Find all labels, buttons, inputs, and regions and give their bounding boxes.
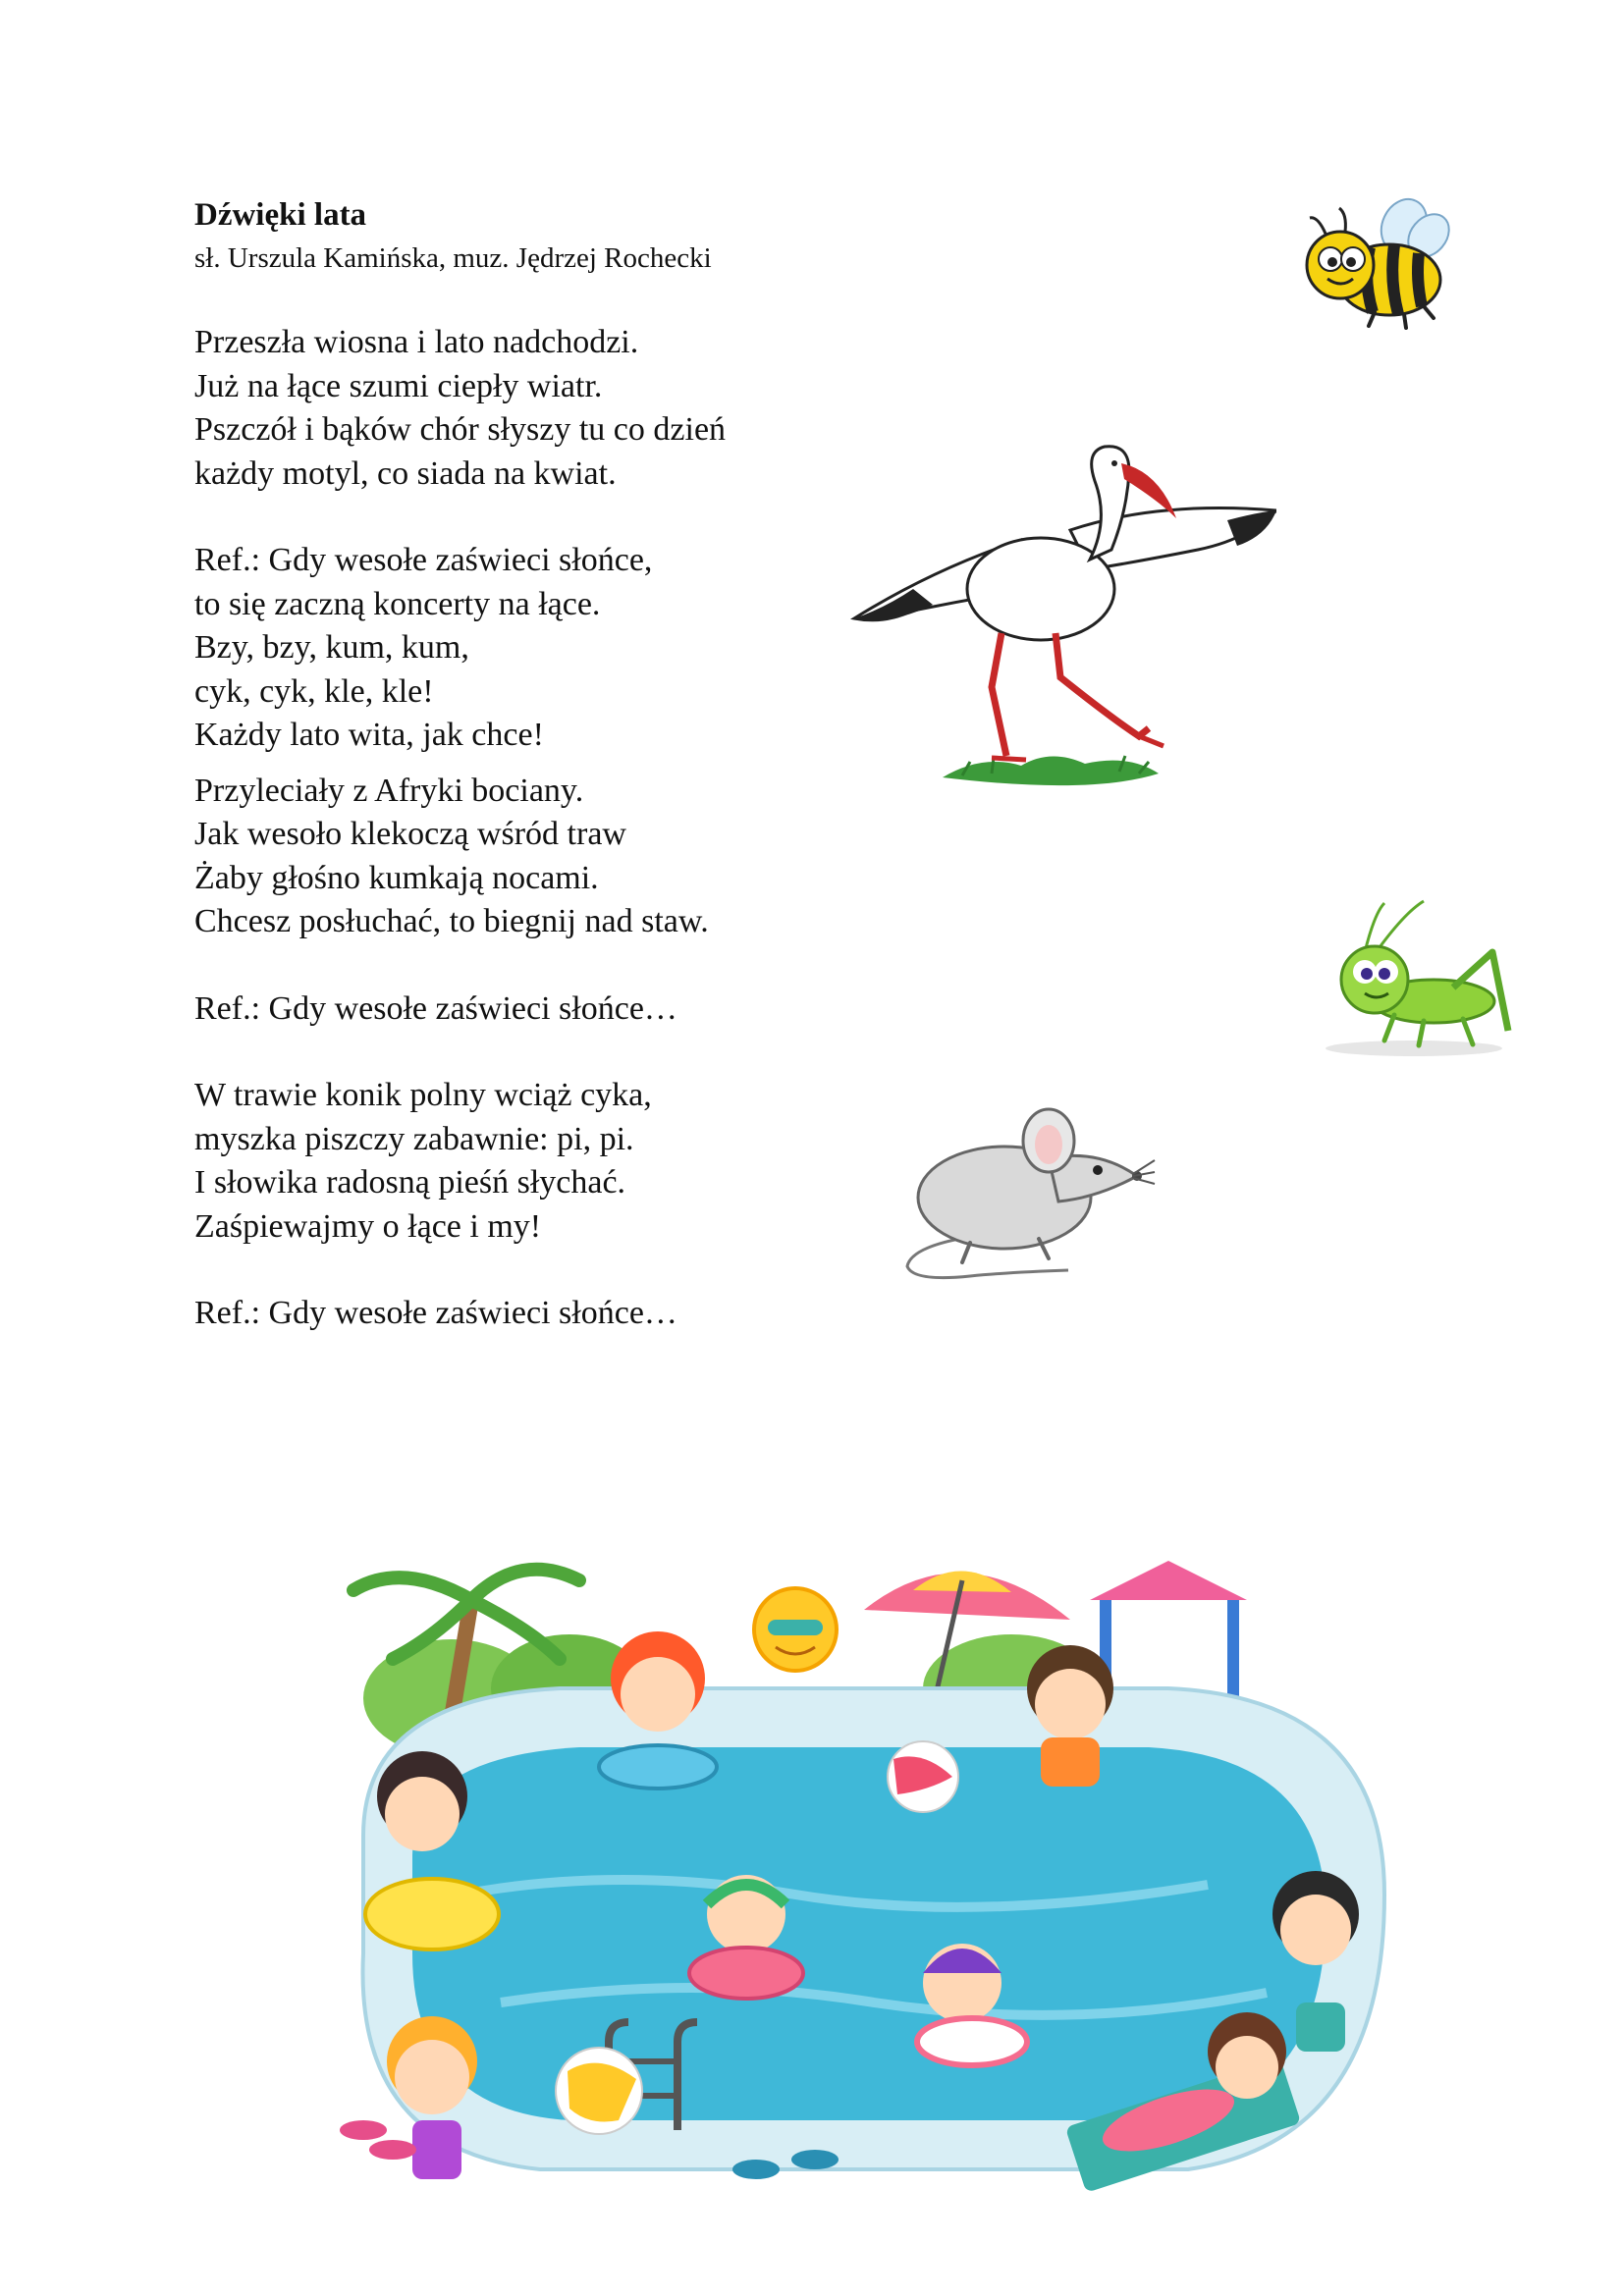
lyric-line: Żaby głośno kumkają nocami.	[194, 859, 599, 896]
lyric-line: Przeszła wiosna i lato nadchodzi.	[194, 324, 639, 360]
stanza-verse-2	[194, 770, 901, 944]
bee-icon	[1296, 196, 1453, 334]
lyric-line: Ref.: Gdy wesołe zaświeci słońce,	[194, 542, 653, 578]
stork-icon	[844, 442, 1276, 805]
lyric-line: Pszczół i bąków chór słyszy tu co dzień	[194, 411, 727, 448]
lyric-line: Przyleciały z Afryki bociany.	[194, 772, 584, 809]
lyric-line: Ref.: Gdy wesołe zaświeci słońce…	[194, 989, 677, 1027]
lyric-line: Już na łące szumi ciepły wiatr.	[194, 367, 603, 404]
lyric-line: to się zaczną koncerty na łące.	[194, 585, 601, 622]
grasshopper-icon	[1316, 893, 1512, 1060]
lyric-line: I słowika radosną pieśń słychać.	[194, 1164, 626, 1201]
lyric-line: Chcesz posłuchać, to biegnij nad staw.	[194, 903, 709, 939]
lyric-line: każdy motyl, co siada na kwiat.	[194, 454, 617, 492]
stanza-verse-1	[194, 321, 901, 496]
pool-party-illustration	[324, 1541, 1414, 2209]
lyric-line: Bzy, bzy, kum, kum,	[194, 629, 469, 666]
lyric-line: myszka piszczy zabawnie: pi, pi.	[194, 1120, 634, 1157]
mouse-icon	[901, 1090, 1157, 1286]
lyric-line: Ref.: Gdy wesołe zaświeci słońce…	[194, 1295, 677, 1331]
stanza-chorus	[194, 539, 901, 758]
song-title: Dźwięki lata	[194, 197, 367, 233]
stanza-chorus-ref-2	[194, 1292, 901, 1336]
lyric-line: Jak wesoło klekoczą wśród traw	[194, 816, 626, 852]
song-text	[194, 192, 901, 1336]
song-credits: sł. Urszula Kamińska, muz. Jędrzej Rochecki	[194, 242, 712, 274]
lyric-line: cyk, cyk, kle, kle!	[194, 672, 434, 710]
lyric-line: Każdy lato wita, jak chce!	[194, 717, 544, 753]
lyric-line: W trawie konik polny wciąż cyka,	[194, 1077, 652, 1113]
lyric-line: Zaśpiewajmy o łące i my!	[194, 1207, 542, 1245]
stanza-chorus-ref-1	[194, 988, 901, 1032]
stanza-verse-3	[194, 1074, 901, 1249]
